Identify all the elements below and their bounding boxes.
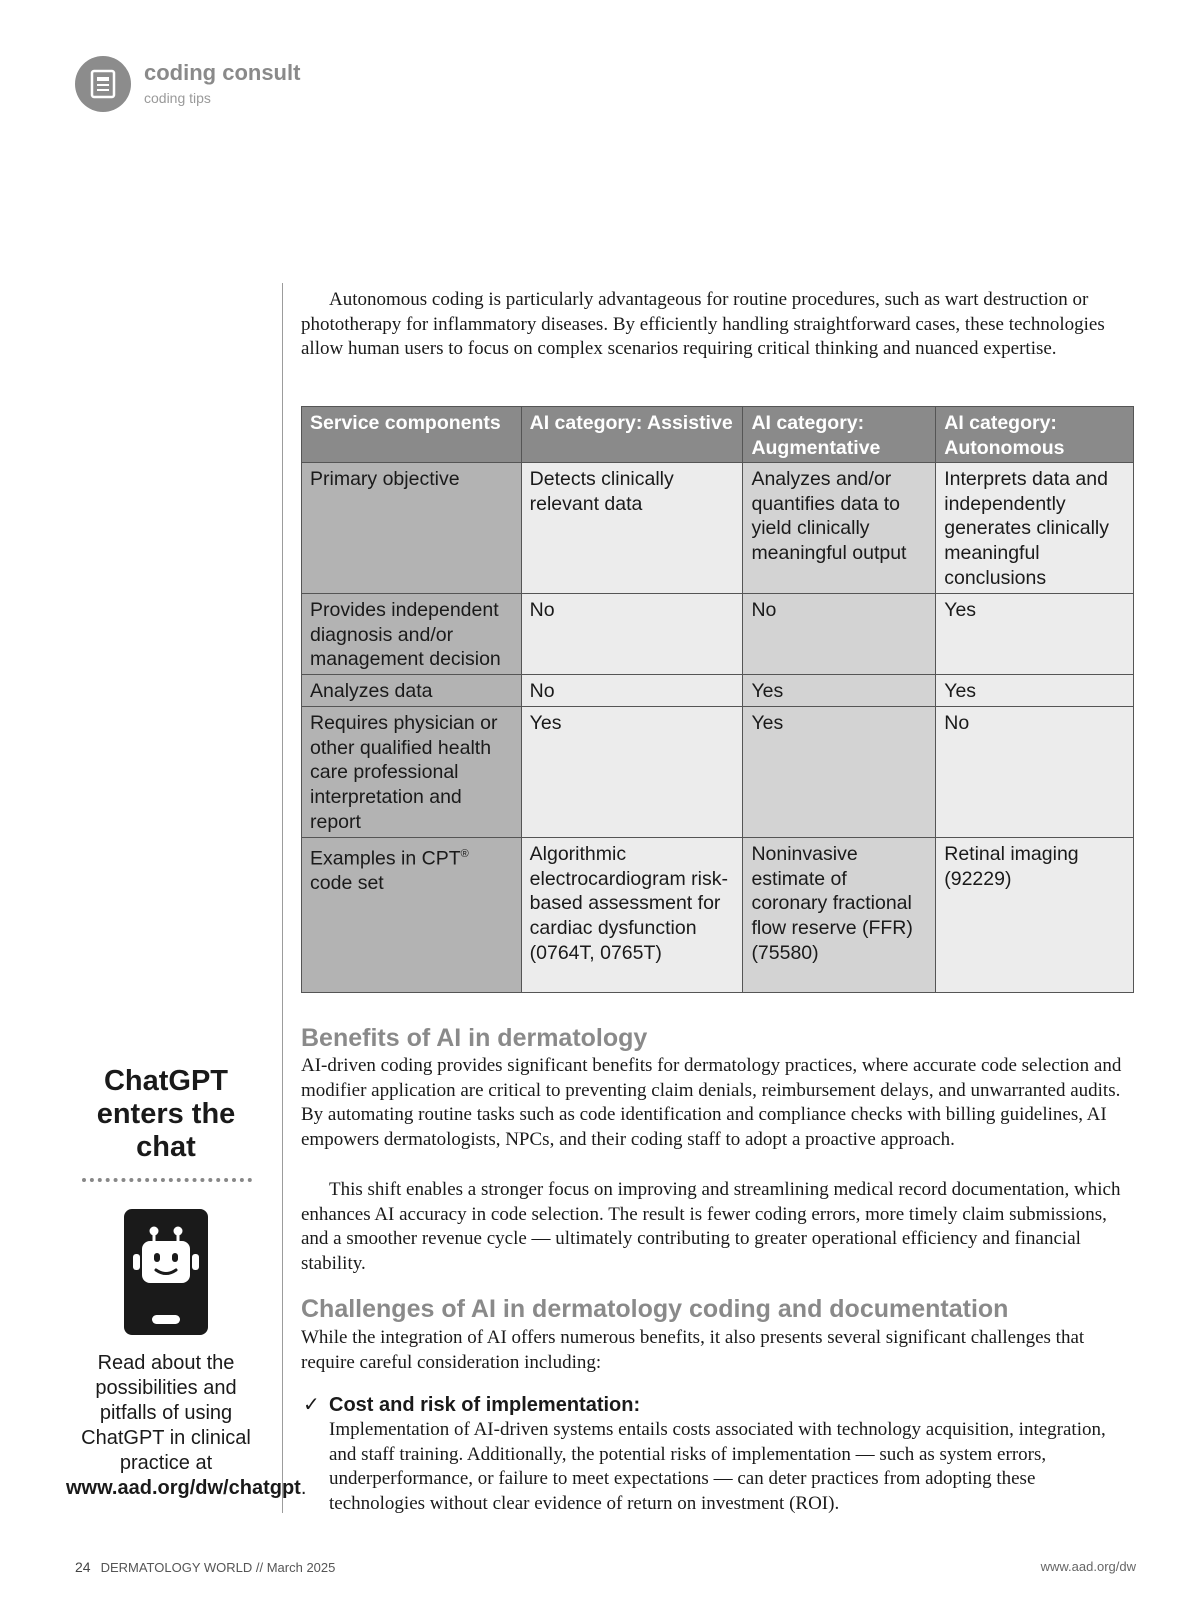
table-cell: Analyzes and/or quantifies data to yield clinically meaningful output xyxy=(743,463,936,594)
chatgpt-link[interactable]: www.aad.org/dw/chatgpt xyxy=(66,1477,301,1499)
table-cell: Yes xyxy=(521,707,743,838)
table-row xyxy=(302,707,1134,838)
table-cell: Retinal imaging (92229) xyxy=(936,838,1134,993)
table-cell: Noninvasive estimate of coronary fractional flow reserve (FFR) (75580) xyxy=(743,838,936,993)
table-cell: Detects clinically relevant data xyxy=(521,463,743,594)
challenges-heading: Challenges of AI in dermatology coding and documentation xyxy=(301,1295,1009,1323)
table-row xyxy=(302,594,1134,675)
sidebar-text: Read about the possibilities and pitfalls of using ChatGPT in clinical practice at www.aad.org/dw/chatgpt. xyxy=(66,1352,307,1499)
challenges-paragraph: While the integration of AI offers numerous benefits, it also presents several significant challenges that require careful consideration including: xyxy=(301,1327,1085,1373)
document-icon xyxy=(89,69,117,99)
checklist-item xyxy=(303,1392,640,1417)
sidebar-dotted-divider xyxy=(82,1178,252,1182)
table-cell: No xyxy=(521,594,743,675)
table-cell: Yes xyxy=(936,675,1134,707)
table-cell: Interprets data and independently generates clinically meaningful conclusions xyxy=(936,463,1134,594)
table-header-cell: Service components xyxy=(302,407,522,463)
section-title: coding consult xyxy=(144,60,301,85)
column-divider xyxy=(282,283,283,1513)
table-header-cell: AI category: Autonomous xyxy=(936,407,1134,463)
table-cell: Provides independent diagnosis and/or management decision xyxy=(302,594,522,675)
benefits-heading: Benefits of AI in dermatology xyxy=(301,1024,648,1052)
table-cell: Yes xyxy=(743,707,936,838)
section-badge xyxy=(75,56,131,112)
checklist-item-title: Cost and risk of implementation: xyxy=(329,1394,641,1416)
table-cell: Requires physician or other qualified health care professional interpretation and report xyxy=(302,707,522,838)
intro-paragraph: Autonomous coding is particularly advantageous for routine procedures, such as wart destruction or phototherapy for inflammatory diseases. By efficiently handling straightforward cases, these technologies allow human users to focus on complex scenarios requiring critical thinking and nuanced expertise. xyxy=(301,289,1105,360)
table-cell: Yes xyxy=(936,594,1134,675)
robot-phone-icon xyxy=(124,1209,208,1335)
footer-publication xyxy=(75,1559,335,1575)
benefits-paragraph-2: This shift enables a stronger focus on improving and streamlining medical record documentation, which enhances AI accuracy in code selection. The result is fewer coding errors, more timely claim submissions, and a smoother revenue cycle — ultimately contributing to greater operational efficiency and financial stability. xyxy=(301,1179,1121,1274)
table-row xyxy=(302,838,1134,993)
table-cell: Analyzes data xyxy=(302,675,522,707)
table-cell: Algorithmic electrocardiogram risk-based assessment for cardiac dysfunction (0764T, 0765T) xyxy=(521,838,743,993)
table-header-cell: AI category: Assistive xyxy=(521,407,743,463)
sidebar-title: ChatGPT enters the chat xyxy=(96,1065,236,1163)
page-number: 24 xyxy=(75,1559,91,1575)
table-cell: Yes xyxy=(743,675,936,707)
table-row xyxy=(302,463,1134,594)
table-cell: Primary objective xyxy=(302,463,522,594)
table-header-row xyxy=(302,407,1134,463)
table-cell: No xyxy=(743,594,936,675)
table-cell: Examples in CPT® code set xyxy=(302,838,522,993)
table-cell: No xyxy=(936,707,1134,838)
section-subtitle: coding tips xyxy=(144,90,211,106)
table-cell: No xyxy=(521,675,743,707)
benefits-paragraph-1: AI-driven coding provides significant benefits for dermatology practices, where accurate code selection and modifier application are critical to preventing claim denials, reimbursement delays, and unwarranted audits. By automating routine tasks such as code identification and compliance checks with billing guidelines, AI empowers dermatologists, NPCs, and their coding staff to adopt a proactive approach. xyxy=(301,1055,1122,1150)
table-row xyxy=(302,675,1134,707)
ai-category-table xyxy=(301,406,1134,993)
publication-name: DERMATOLOGY WORLD // March 2025 xyxy=(100,1560,336,1575)
checklist-item-text: Implementation of AI-driven systems entails costs associated with technology acquisition, integration, and staff training. Additionally, the potential risks of implementation — such as system errors, underperformance, or failure to meet expectations — can deter practices from adopting these technologies without clear evidence of return on investment (ROI). xyxy=(329,1419,1106,1514)
table-header-cell: AI category: Augmentative xyxy=(743,407,936,463)
footer-url[interactable]: www.aad.org/dw xyxy=(1040,1559,1136,1574)
checkmark-icon: ✓ xyxy=(303,1394,320,1416)
